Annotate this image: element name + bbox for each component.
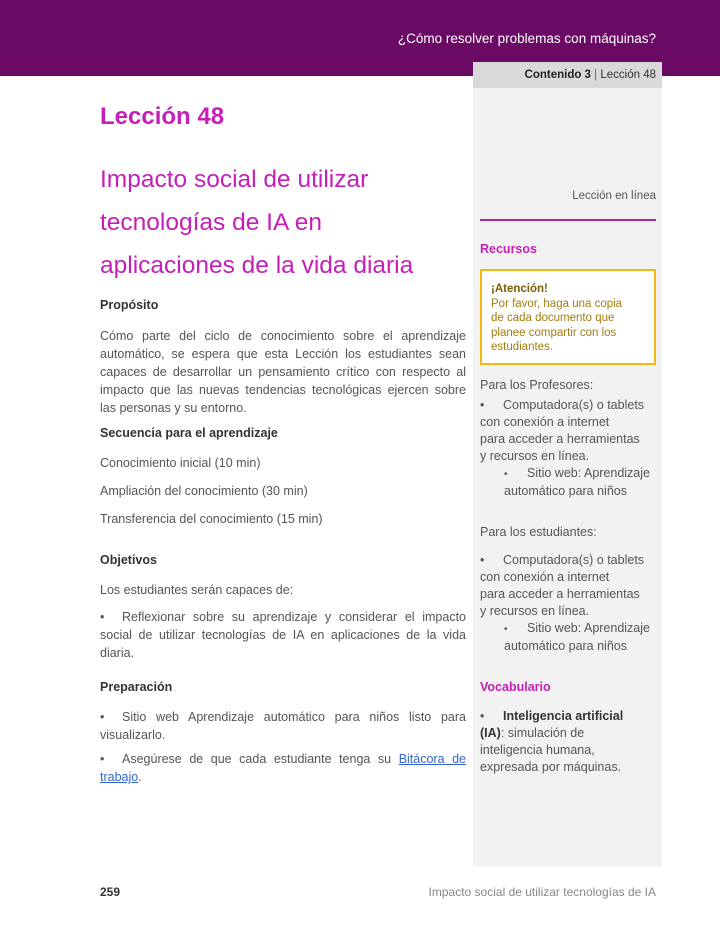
purpose-text: Cómo parte del ciclo de conocimiento sobre el aprendizaje automático, se espera que esta Lección los estudiantes sean capaces de desarrollar un pensamiento crítico con respecto al impacto que las nuevas tendencias tecnológicas ejercen sobre las personas y su entorno. (100, 329, 466, 415)
sequence-item: Ampliación del conocimiento (30 min) (100, 484, 308, 498)
bullet-icon: • (100, 610, 105, 624)
teachers-line: y recursos en línea. (480, 449, 590, 463)
attention-line: de cada documento que (491, 312, 615, 324)
objectives-heading: Objetivos (100, 553, 157, 567)
students-sub-line: automático para niños (504, 639, 627, 653)
preparation-item (100, 750, 466, 786)
students-line: y recursos en línea. (480, 604, 590, 618)
preparation-heading: Preparación (100, 680, 173, 694)
attention-title: ¡Atención! (491, 283, 548, 295)
sequence-item: Transferencia del conocimiento (15 min) (100, 512, 323, 526)
sidebar-header (473, 62, 662, 88)
content-label: Contenido 3 (524, 69, 591, 81)
purpose-heading: Propósito (100, 298, 159, 312)
students-sub-line: Sitio web: Aprendizaje (527, 621, 650, 635)
students-list (480, 552, 650, 655)
page-number: 259 (100, 885, 121, 899)
vocabulary-list (480, 708, 623, 776)
vocabulary-term: Inteligencia artificial (503, 709, 624, 723)
teachers-line: para acceder a herramientas (480, 432, 640, 446)
students-line: Computadora(s) o tablets (503, 553, 645, 567)
vocabulary-definition: : simulación de (500, 726, 585, 740)
bullet-icon: • (480, 398, 485, 412)
preparation-item (100, 708, 466, 744)
lesson-label: Lección 48 (600, 69, 656, 81)
attention-line: Por favor, haga una copia (491, 297, 623, 310)
bitacora-link[interactable]: Bitácora de trabajo (100, 752, 467, 784)
teachers-list (480, 397, 650, 500)
objective-item (100, 608, 466, 662)
teachers-sub-line: Sitio web: Aprendizaje (527, 466, 650, 480)
vocabulary-definition: expresada por máquinas. (480, 760, 622, 774)
bullet-icon: • (100, 752, 105, 766)
bullet-icon: • (480, 709, 485, 723)
attention-line: estudiantes. (491, 341, 554, 353)
sequence-item: Conocimiento inicial (10 min) (100, 456, 261, 470)
resources-heading: Recursos (480, 242, 537, 256)
document-title: ¿Cómo resolver problemas con máquinas? (397, 31, 656, 46)
lesson-title-line: tecnologías de IA en (100, 209, 323, 236)
students-line: con conexión a internet (480, 570, 610, 584)
teachers-line: Computadora(s) o tablets (503, 398, 645, 412)
objective-text: Reflexionar sobre su aprendizaje y considerar el impacto social de utilizar tecnologías de IA en aplicaciones de la vida diaria. (100, 610, 466, 660)
footer-title: Impacto social de utilizar tecnologías de IA (428, 885, 656, 899)
preparation-text: Sitio web Aprendizaje automático para niños listo para visualizarlo. (100, 710, 466, 742)
objectives-intro: Los estudiantes serán capaces de: (100, 583, 294, 597)
teachers-line: con conexión a internet (480, 415, 610, 429)
bullet-icon: • (480, 553, 485, 567)
preparation-text: Asegúrese de que cada estudiante tenga su (122, 752, 399, 766)
sub-bullet-icon: • (504, 624, 508, 635)
lesson-title-line: aplicaciones de la vida diaria (100, 252, 414, 279)
lesson-number: Lección 48 (100, 103, 225, 130)
separator: | (594, 69, 598, 81)
sequence-heading: Secuencia para el aprendizaje (100, 426, 278, 440)
vocabulary-definition: inteligencia humana, (480, 743, 595, 757)
vocabulary-heading: Vocabulario (480, 680, 551, 694)
vocabulary-term-abbr: (IA) (480, 726, 501, 740)
attention-line: planee compartir con los (491, 326, 617, 339)
sub-bullet-icon: • (504, 469, 508, 480)
teachers-heading: Para los Profesores: (480, 378, 594, 392)
students-line: para acceder a herramientas (480, 587, 640, 601)
online-lesson-link[interactable]: Lección en línea (572, 190, 656, 202)
bullet-icon: • (100, 710, 105, 724)
teachers-sub-line: automático para niños (504, 484, 627, 498)
preparation-suffix: . (138, 770, 142, 784)
attention-box (480, 269, 656, 365)
lesson-title-line: Impacto social de utilizar (100, 166, 369, 193)
lesson-title (100, 158, 460, 287)
students-heading: Para los estudiantes: (480, 525, 597, 539)
divider (480, 219, 656, 221)
